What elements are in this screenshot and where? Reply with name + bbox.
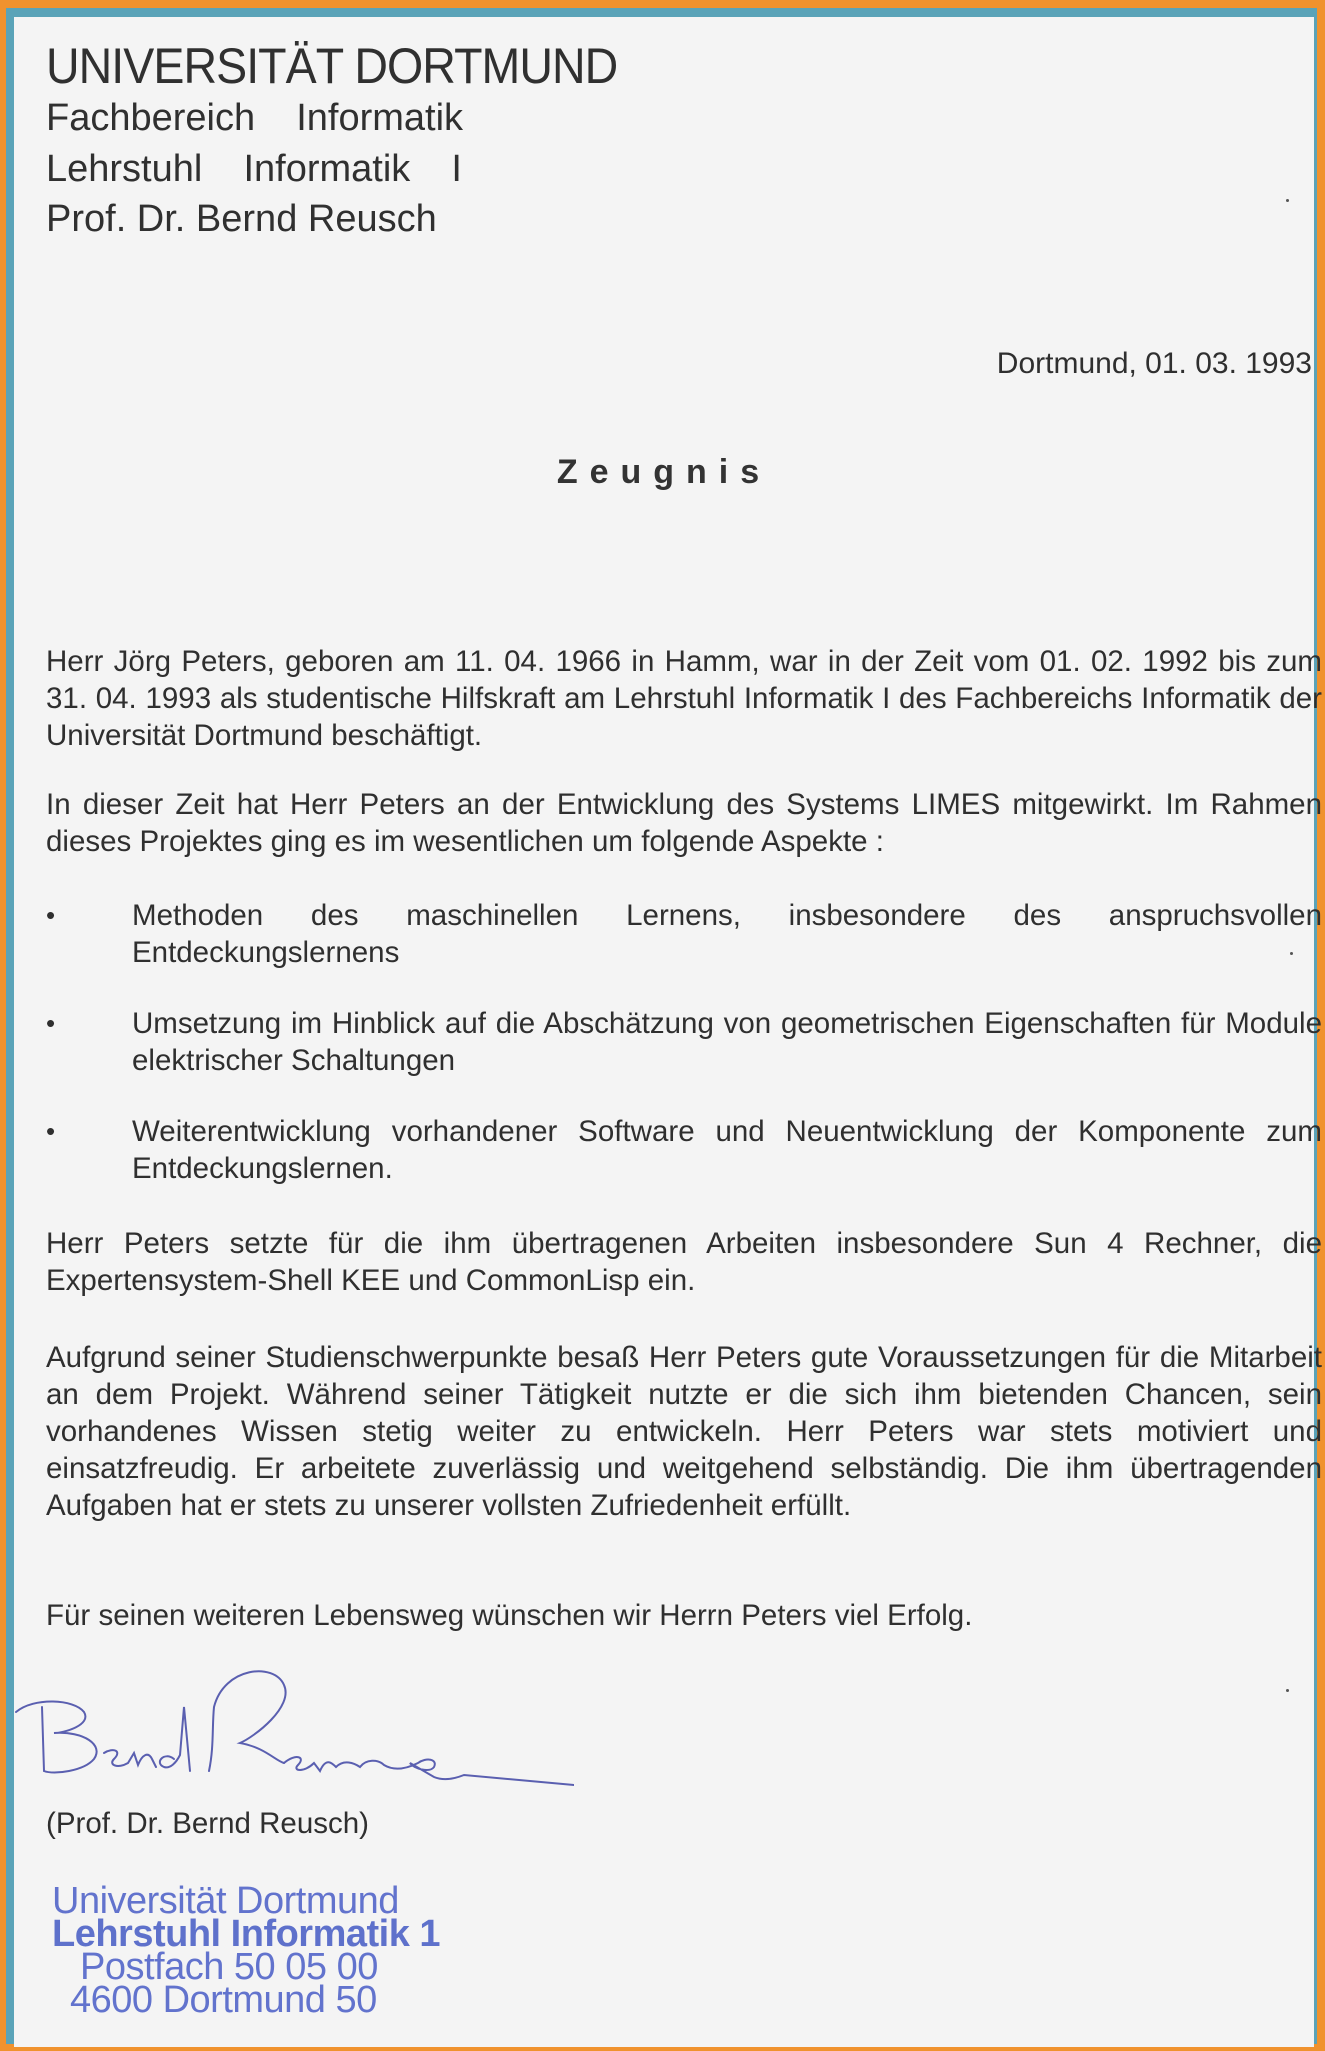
paragraph-intro: Herr Jörg Peters, geboren am 11. 04. 1966 in Hamm, war in der Zeit vom 01. 02. 1992 bis zum 31. 04. 1993 als studentische Hilfskraft am Lehrstuhl Informatik I des Fachbereichs Informatik der Universität Dortmund beschäftigt. — [46, 645, 1322, 752]
letterhead-department: Fachbereich Informatik — [46, 97, 464, 139]
paragraph-assessment: Aufgrund seiner Studienschwerpunkte besaß Herr Peters gute Voraussetzungen für die Mitarbeit an dem Projekt. Während seiner Tätigkeit nutzte er die sich ihm bietenden Chancen, sein vorhandenes Wissen stetig weiter zu entwickeln. Herr Peters war stets motiviert und einsatzfreudig. Er arbeitete zuverlässig und weitgehend selbständig. Die ihm übertragenden Aufgaben hat er stets zu unserer vollsten Zufriedenheit erfüllt. — [46, 1341, 1322, 1522]
official-stamp — [52, 1880, 441, 2021]
document-title: Zeugnis — [556, 453, 772, 491]
letterhead-university: UNIVERSITÄT DORTMUND — [46, 38, 618, 94]
list-item — [46, 1005, 1322, 1079]
list-item — [46, 897, 1322, 971]
aspect-text: Weiterentwicklung vorhandener Software und Neuentwicklung der Komponente zum Entdeckungslernen. — [132, 1115, 1322, 1185]
scan-speck — [1286, 1689, 1289, 1692]
bullet-icon: • — [46, 1116, 56, 1146]
paragraph-tools: Herr Peters setzte für die ihm übertragenen Arbeiten insbesondere Sun 4 Rechner, die Expertensystem-Shell KEE und CommonLisp ein. — [46, 1227, 1322, 1297]
aspect-text: Methoden des maschinellen Lernens, insbesondere des anspruchsvollen Entdeckungslernens — [132, 899, 1322, 969]
scan-speck — [1286, 199, 1289, 202]
bullet-icon: • — [46, 900, 56, 930]
bullet-icon: • — [46, 1008, 56, 1038]
stamp-line: Universität Dortmund — [52, 1880, 399, 1922]
list-item — [46, 1113, 1322, 1187]
aspect-list — [46, 897, 1322, 1221]
date-line: Dortmund, 01. 03. 1993 — [996, 347, 1312, 380]
paragraph-project: In dieser Zeit hat Herr Peters an der Entwicklung des Systems LIMES mitgewirkt. Im Rahmen dieses Projektes ging es im wesentlichen um folgende Aspekte : — [46, 788, 1322, 858]
letterhead-chair: Lehrstuhl Informatik I — [46, 148, 462, 190]
handwritten-signature — [14, 1667, 574, 1797]
stamp-line: 4600 Dortmund 50 — [70, 1979, 377, 2021]
stamp-line: Postfach 50 05 00 — [80, 1946, 378, 1988]
stamp-line: Lehrstuhl Informatik 1 — [52, 1913, 441, 1955]
letterhead-professor: Prof. Dr. Bernd Reusch — [46, 198, 437, 240]
scan-speck — [1290, 952, 1293, 955]
aspect-text: Umsetzung im Hinblick auf die Abschätzung von geometrischen Eigenschaften für Module elektrischer Schaltungen — [132, 1007, 1322, 1077]
signer-name: (Prof. Dr. Bernd Reusch) — [46, 1807, 369, 1840]
paragraph-closing: Für seinen weiteren Lebensweg wünschen wir Herrn Peters viel Erfolg. — [46, 1599, 973, 1632]
document-page — [14, 17, 1322, 2047]
scan-frame — [6, 8, 1322, 2044]
